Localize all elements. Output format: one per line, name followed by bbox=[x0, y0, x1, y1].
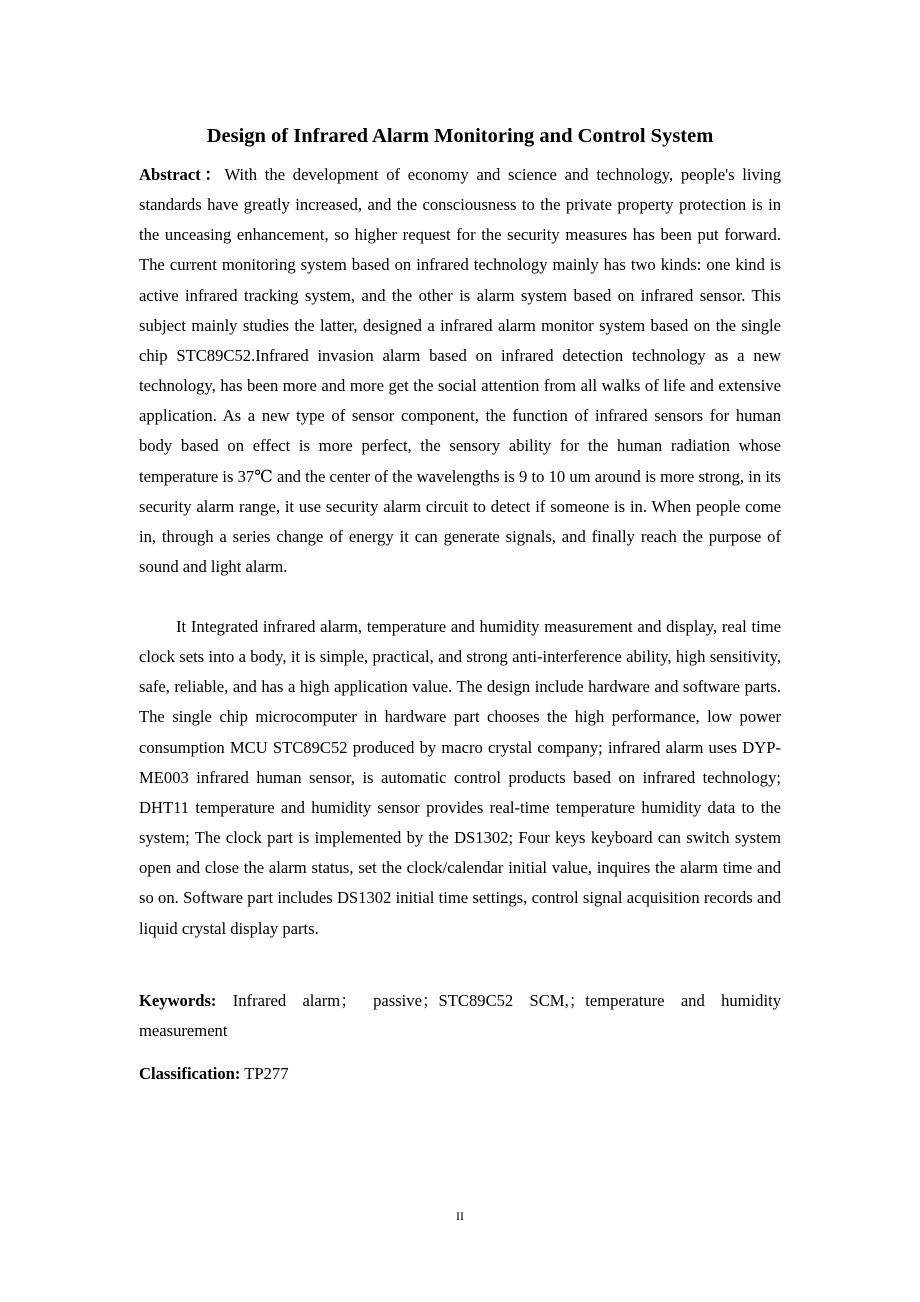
keywords-label: Keywords: bbox=[139, 991, 217, 1010]
abstract-paragraph bbox=[139, 160, 781, 582]
classification-line bbox=[139, 1059, 781, 1089]
abstract-paragraph-2: It Integrated infrared alarm, temperature and humidity measurement and display, real time clock sets into a body, it is simple, practical, and strong anti-interference ability, high sensitivity, safe, reliable, and has a high application value. The design include hardware and software parts. The single chip microcomputer in hardware part chooses the high performance, low power consumption MCU STC89C52 produced by macro crystal company; infrared alarm uses DYP-ME003 infrared human sensor, is automatic control products based on infrared technology; DHT11 temperature and humidity sensor provides real-time temperature humidity data to the system; The clock part is implemented by the DS1302; Four keys keyboard can switch system open and close the alarm status, set the clock/calendar initial value, inquires the alarm time and so on. Software part includes DS1302 initial time settings, control signal acquisition records and liquid crystal display parts. bbox=[139, 617, 781, 938]
keywords-line bbox=[139, 986, 781, 1046]
page-number: II bbox=[456, 1209, 464, 1223]
paper-title: Design of Infrared Alarm Monitoring and Control System bbox=[206, 125, 714, 147]
abstract-label: Abstract： bbox=[139, 165, 225, 184]
classification-label: Classification: bbox=[139, 1064, 241, 1083]
classification-text: TP277 bbox=[244, 1064, 289, 1083]
keywords-text: Infrared alarm； passive；STC89C52 SCM,；temperature and humidity measurement bbox=[139, 991, 781, 1041]
abstract-text: With the development of economy and science and technology, people's living standards have greatly increased, and the consciousness to the private property protection is in the unceasing enhancement, so higher request for the security measures has been put forward. The current monitoring system based on infrared technology mainly has two kinds: one kind is active infrared tracking system, and the other is alarm system based on infrared sensor. This subject mainly studies the latter, designed a infrared alarm monitor system based on the single chip STC89C52.Infrared invasion alarm based on infrared detection technology as a new technology, has been more and more get the social attention from all walks of life and extensive application. As a new type of sensor component, the function of infrared sensors for human body based on effect is more perfect, the sensory ability for the human radiation whose temperature is 37℃ and the center of the wavelengths is 9 to 10 um around is more strong, in its security alarm range, it use security alarm circuit to detect if someone is in. When people come in, through a series change of energy it can generate signals, and finally reach the purpose of sound and light alarm. bbox=[139, 165, 782, 577]
